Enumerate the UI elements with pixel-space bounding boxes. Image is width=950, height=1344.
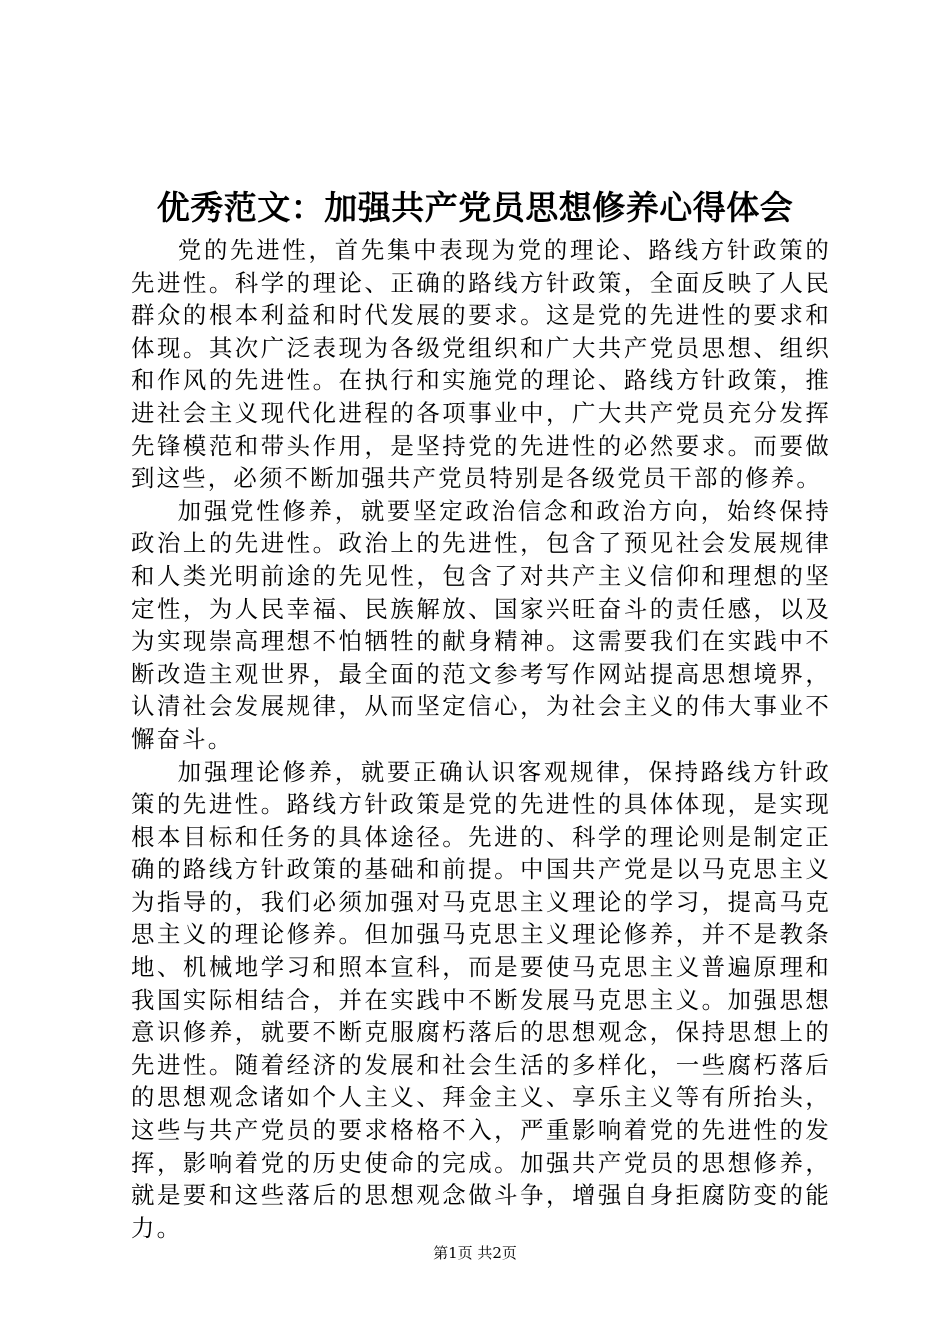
- paragraph: 加强党性修养，就要坚定政治信念和政治方向，始终保持政治上的先进性。政治上的先进性，包含了预见社会发展规律和人类光明前途的先见性，包含了对共产主义信仰和理想的坚定性，为人民幸福、民族解放、国家兴旺奋斗的责任感，以及为实现崇高理想不怕牺牲的献身精神。这需要我们在实践中不断改造主观世界，最全面的范文参考写作网站提高思想境界，认清社会发展规律，从而坚定信心，为社会主义的伟大事业不懈奋斗。: [131, 496, 831, 753]
- paragraph: 加强理论修养，就要正确认识客观规律，保持路线方针政策的先进性。路线方针政策是党的先进性的具体体现，是实现根本目标和任务的具体途径。先进的、科学的理论则是制定正确的路线方针政策的基础和前提。中国共产党是以马克思主义为指导的，我们必须加强对马克思主义理论的学习，提高马克思主义的理论修养。但加强马克思主义理论修养，并不是教条地、机械地学习和照本宣科，而是要使马克思主义普遍原理和我国实际相结合，并在实践中不断发展马克思主义。加强思想意识修养，就要不断克服腐朽落后的思想观念，保持思想上的先进性。随着经济的发展和社会生活的多样化，一些腐朽落后的思想观念诸如个人主义、拜金主义、享乐主义等有所抬头，这些与共产党员的要求格格不入，严重影响着党的先进性的发挥，影响着党的历史使命的完成。加强共产党员的思想修养，就是要和这些落后的思想观念做斗争，增强自身拒腐防变的能力。: [131, 757, 831, 1242]
- document-body: [131, 234, 831, 1244]
- document-title: 优秀范文：加强共产党员思想修养心得体会: [156, 188, 794, 227]
- paragraph: 党的先进性，首先集中表现为党的理论、路线方针政策的先进性。科学的理论、正确的路线方针政策，全面反映了人民群众的根本利益和时代发展的要求。这是党的先进性的要求和体现。其次广泛表现为各级党组织和广大共产党员思想、组织和作风的先进性。在执行和实施党的理论、路线方针政策，推进社会主义现代化进程的各项事业中，广大共产党员充分发挥先锋模范和带头作用，是坚持党的先进性的必然要求。而要做到这些，必须不断加强共产党员特别是各级党员干部的修养。: [131, 236, 831, 493]
- page-number-footer: 第1页 共2页: [433, 1244, 517, 1262]
